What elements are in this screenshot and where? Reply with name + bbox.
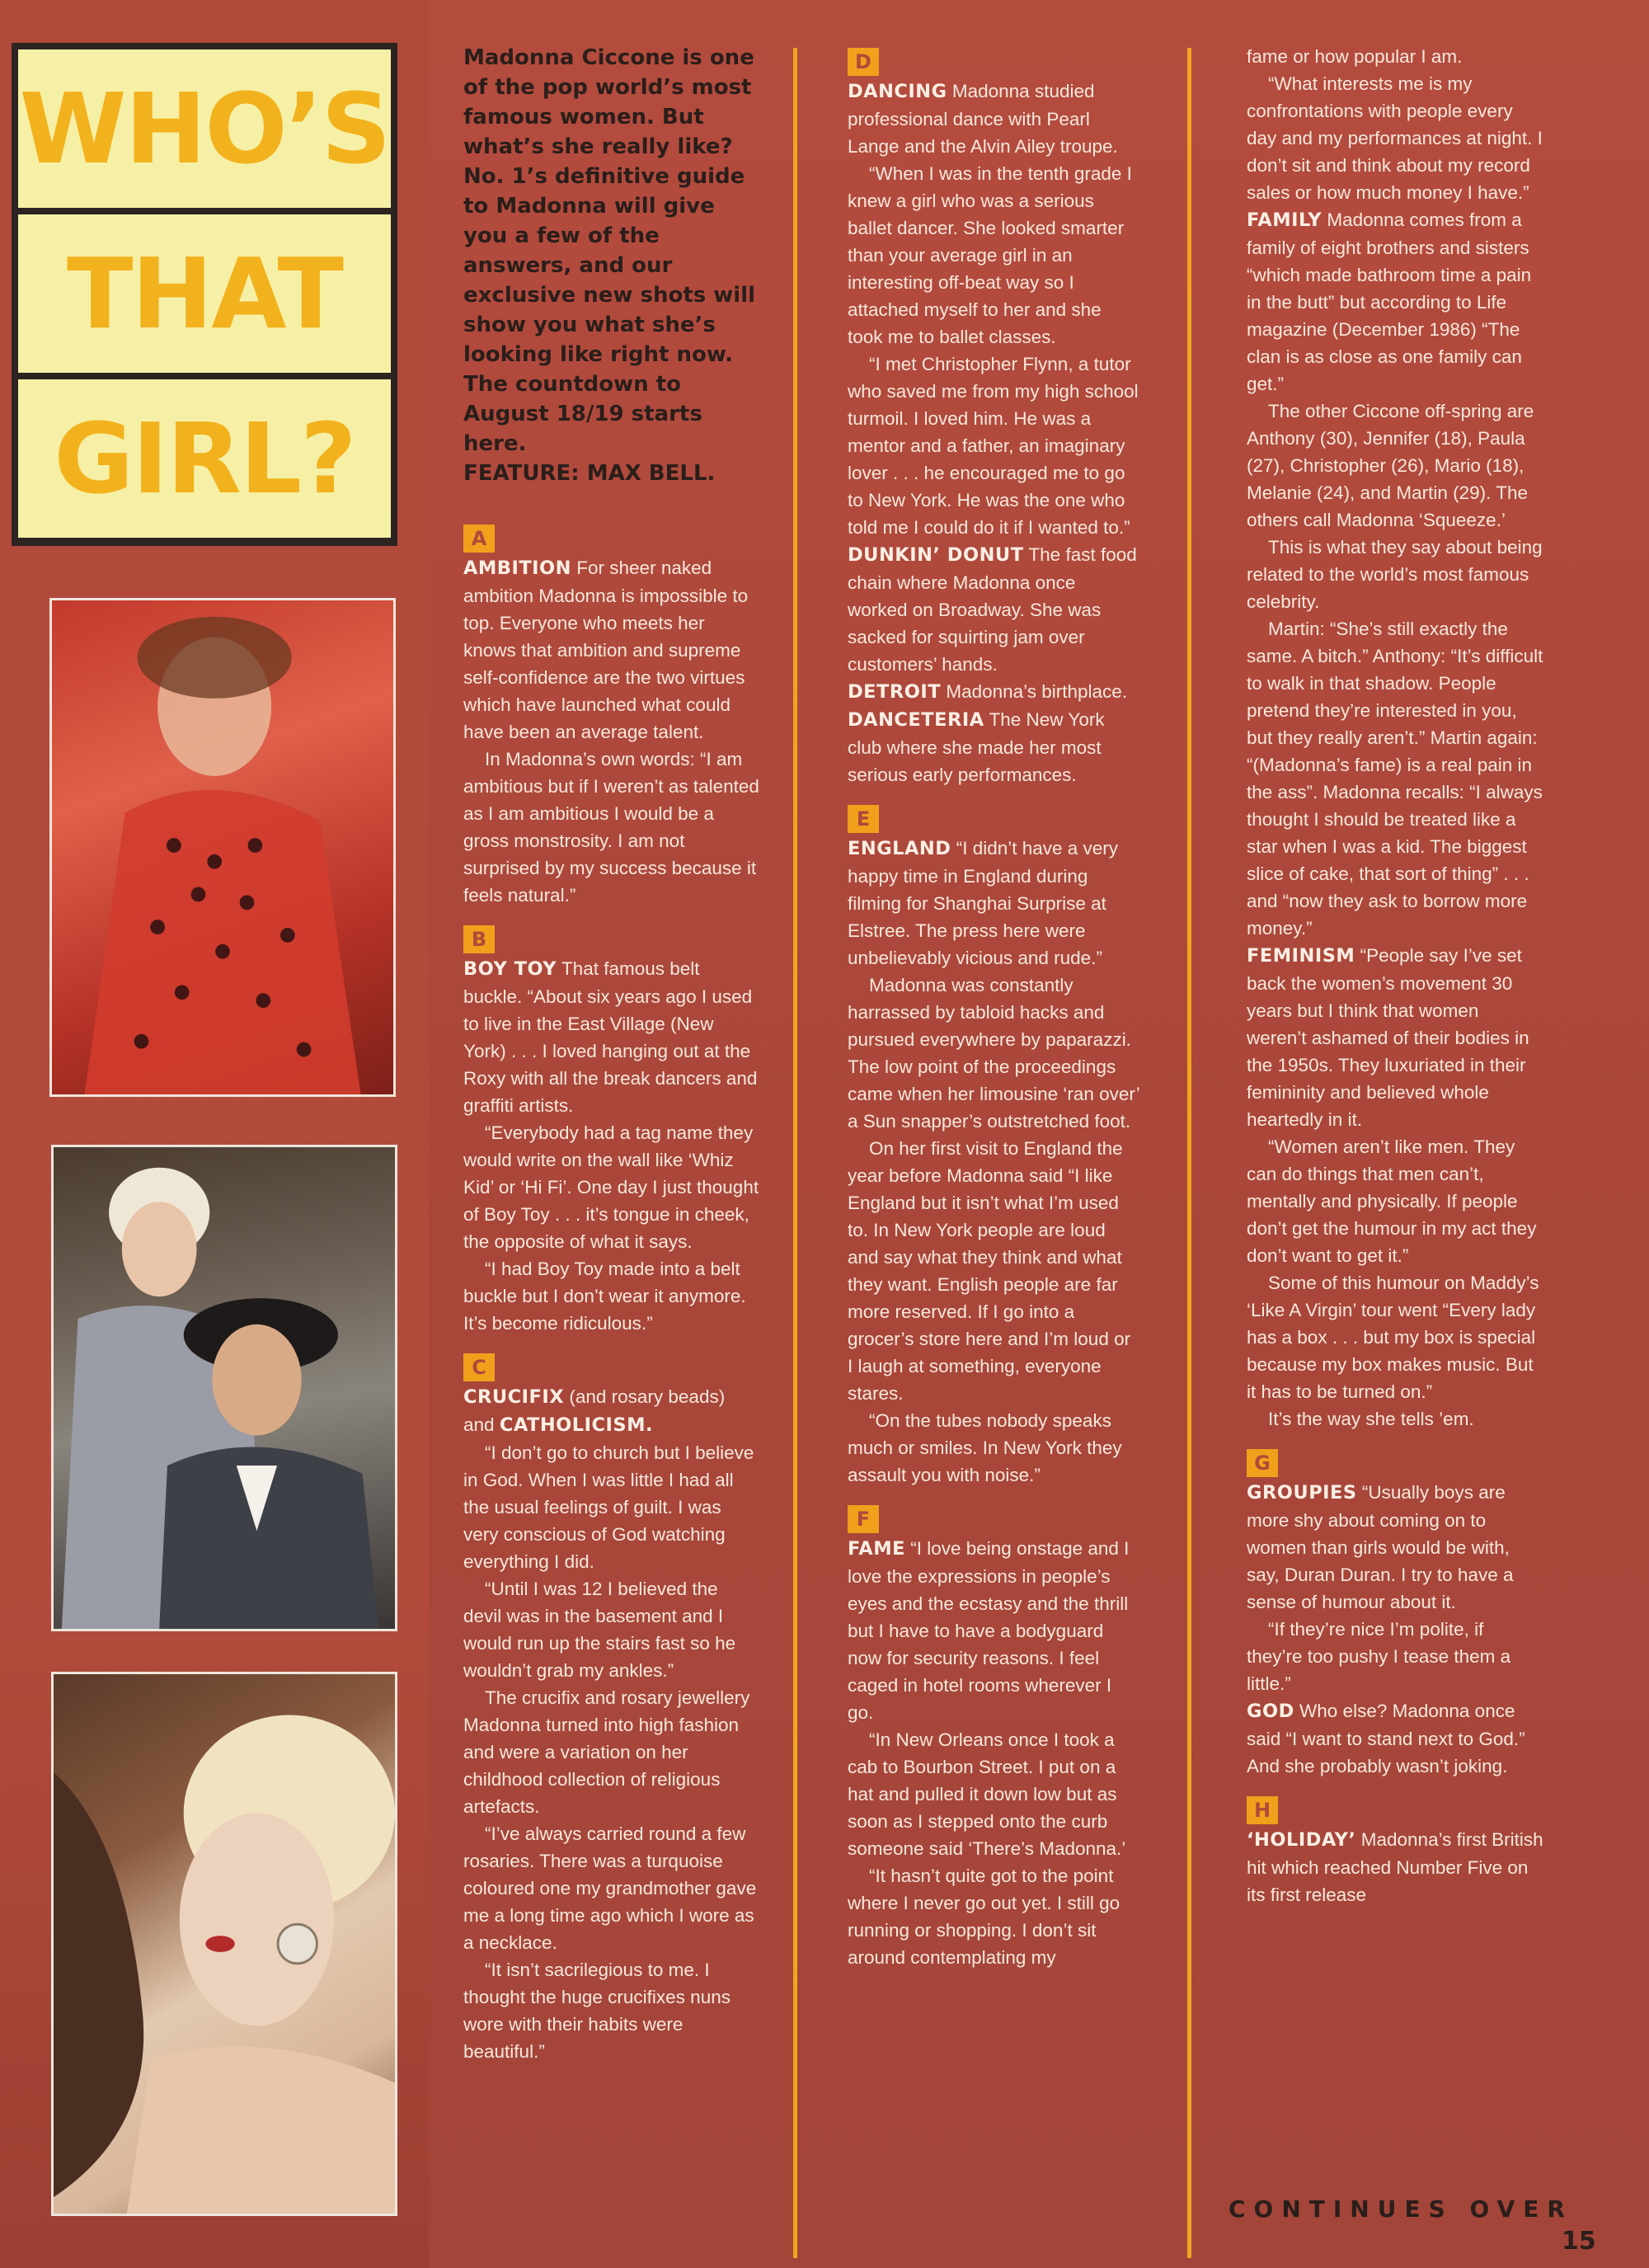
entry-text: “If they’re nice I’m polite, if they’re too pushy I tease them a little.” xyxy=(1247,1619,1511,1694)
entry-heading: CATHOLICISM. xyxy=(499,1414,654,1436)
entry-text: The New York club where she made her most serious early performances. xyxy=(848,709,1105,785)
entry-text: Madonna studied professional dance with Pearl Lange and the Alvin Ailey troupe. xyxy=(848,81,1118,157)
entry-heading: GROUPIES xyxy=(1247,1482,1357,1503)
title-line: GIRL? xyxy=(18,379,391,538)
section-letter: D xyxy=(848,48,879,76)
entry-text: Madonna was constantly harrassed by tabloid hacks and pursued everywhere by paparazzi. The low point of the proceedings came when her limousine ‘ran over’ a Sun snapper’s outstretched foot. xyxy=(848,975,1139,1132)
entry-heading: DANCETERIA xyxy=(848,709,984,731)
entry-text: Some of this humour on Maddy’s ‘Like A Virgin’ tour went “Every lady has a box . . . but my box is special because my box makes music. But it has to be turned on.” xyxy=(1247,1273,1539,1402)
section-letter: G xyxy=(1247,1449,1278,1477)
entry-text: Madonna comes from a family of eight brothers and sisters “which made bathroom time a pain in the butt” but according to Life magazine (December 1986) “The clan is as close as one family can get.” xyxy=(1247,209,1532,394)
entry-text: That famous belt buckle. “About six years ago I used to live in the East Village (New York) . . . I loved hanging out at the Roxy with all the break dancers and graffiti artists. xyxy=(463,958,758,1116)
entry-text: It’s the way she tells ’em. xyxy=(1268,1409,1474,1429)
photo-madonna-platinum-hair xyxy=(51,1672,397,2216)
entry-text: “When I was in the tenth grade I knew a girl who was a serious ballet dancer. She looked smarter than your average girl in an interesting off-beat way so I attached myself to her and she took me to ballet classes. xyxy=(848,163,1132,347)
title-line: THAT xyxy=(18,214,391,373)
entry-text: “Until I was 12 I believed the devil was in the basement and I would run up the stairs fast so he wouldn’t grab my ankles.” xyxy=(463,1579,736,1681)
entry-text: “People say I’ve set back the women’s movement 30 years but I think that women weren’t ashamed of their bodies in the 1950s. They luxuriated in their femininity and believed whole heartedly in it. xyxy=(1247,945,1529,1130)
entry-text: Madonna’s first British hit which reached Number Five on its first release xyxy=(1247,1829,1543,1905)
title-line: WHO’S xyxy=(18,49,391,208)
entry-heading: FAMILY xyxy=(1247,209,1322,231)
entry-text: On her first visit to England the year before Madonna said “I like England but it isn’t what I’m used to. In New York people are loud and say what they think and what they want. English people are far more reserved. If I go into a grocer’s store here and I’m loud or I laugh at something, everyone stares. xyxy=(848,1138,1131,1404)
column-divider xyxy=(793,48,797,2258)
section-letter: F xyxy=(848,1505,879,1533)
entry-text: “Usually boys are more shy about coming on to women than girls would be with, say, Duran Duran. I try to have a sense of humour about it. xyxy=(1247,1482,1514,1612)
entry-text: “I love being onstage and I love the expressions in people’s eyes and the ecstasy and the thrill but I have to have a bodyguard now for security reasons. I feel caged in hotel rooms wherever I go. xyxy=(848,1538,1130,1723)
entry-text: Madonna’s birthplace. xyxy=(946,681,1128,702)
entry-text: The fast food chain where Madonna once worked on Broadway. She was sacked for squirting jam over customers’ hands. xyxy=(848,544,1137,675)
entry-text: “On the tubes nobody speaks much or smiles. In New York they assault you with noise.” xyxy=(848,1410,1122,1485)
article-column-1 xyxy=(463,43,760,2065)
entry-heading: ENGLAND xyxy=(848,838,951,859)
entry-text: fame or how popular I am. xyxy=(1247,46,1463,67)
entry-heading: CRUCIFIX xyxy=(463,1386,565,1408)
entry-text: “In New Orleans once I took a cab to Bourbon Street. I put on a hat and pulled it down low but as soon as I stepped onto the curb someone said ‘There’s Madonna.’ xyxy=(848,1729,1126,1859)
section-letter: A xyxy=(463,525,495,553)
section-letter: B xyxy=(463,925,495,953)
entry-text: “Women aren’t like men. They can do things that men can’t, mentally and physically. If people don’t get the humour in my act they don’t want to get it.” xyxy=(1247,1136,1537,1266)
entry-text: In Madonna’s own words: “I am ambitious but if I weren’t as talented as I am ambitious I would be a gross monstrosity. I am not surprised by my success because it feels natural.” xyxy=(463,749,759,906)
entry-heading: GOD xyxy=(1247,1701,1294,1722)
entry-text: “I didn’t have a very happy time in England during filming for Shanghai Surprise at Elstree. The press here were unbelievably vicious and rude.” xyxy=(848,838,1119,968)
column-divider xyxy=(1187,48,1191,2258)
continues-over-label: CONTINUES OVER xyxy=(1229,2195,1573,2223)
entry-text: “I had Boy Toy made into a belt buckle but I don’t wear it anymore. It’s become ridiculous.” xyxy=(463,1259,746,1334)
entry-text: “Everybody had a tag name they would write on the wall like ‘Whiz Kid’ or ‘Hi Fi’. One day I just thought of Boy Toy . . . it’s tongue in cheek, the opposite of what it says. xyxy=(463,1122,759,1252)
entry-heading: BOY TOY xyxy=(463,958,557,980)
entry-heading: DUNKIN’ DONUT xyxy=(848,544,1024,566)
entry-text: “It isn’t sacrilegious to me. I thought the huge crucifixes nuns wore with their habits were beautiful.” xyxy=(463,1960,731,2062)
page-number: 15 xyxy=(1562,2227,1596,2256)
entry-text: This is what they say about being related to the world’s most famous celebrity. xyxy=(1247,537,1543,612)
standfirst-text: Madonna Ciccone is one of the pop world’s most famous women. But what’s she really like? No. 1’s definitive guide to Madonna will give you a few of the answers, and our exclusive new shots will show you what she’s looking like right now. The countdown to August 18/19 starts here. xyxy=(463,45,756,456)
entry-text: “I don’t go to church but I believe in God. When I was little I had all the usual feelings of guilt. I was very conscious of God watching everything I did. xyxy=(463,1442,754,1572)
standfirst xyxy=(463,43,760,488)
entry-heading: FAME xyxy=(848,1538,905,1560)
entry-text: “I’ve always carried round a few rosaries. There was a turquoise coloured one my grandmother gave me a long time ago which I wore as a necklace. xyxy=(463,1823,757,1953)
title-box xyxy=(12,43,397,546)
entry-text: For sheer naked ambition Madonna is impossible to top. Everyone who meets her knows that ambition and supreme self-confidence are the two virtues which have launched what could have been an average talent. xyxy=(463,558,749,742)
entry-text: The crucifix and rosary jewellery Madonna turned into high fashion and were a variation on her childhood collection of religious artefacts. xyxy=(463,1687,750,1817)
entry-text: “I met Christopher Flynn, a tutor who saved me from my high school turmoil. I loved him. He was a mentor and a father, an imaginary lover . . . he encouraged me to go to New York. He was the one who told me I could do it if I wanted to.” xyxy=(848,354,1139,538)
article-column-2 xyxy=(848,43,1140,1971)
entry-heading: AMBITION xyxy=(463,558,572,579)
entry-text: Who else? Madonna once said “I want to stand next to God.” And she probably wasn’t joking. xyxy=(1247,1701,1525,1776)
photo-red-polka-dot-dress xyxy=(49,598,396,1097)
article-column-3 xyxy=(1247,43,1543,1908)
section-letter: H xyxy=(1247,1796,1278,1824)
section-letter: C xyxy=(463,1353,495,1381)
entry-heading: FEMINISM xyxy=(1247,945,1355,967)
entry-heading: ‘HOLIDAY’ xyxy=(1247,1829,1356,1851)
entry-text: “What interests me is my confrontations with people every day and my performances at night. I don’t sit and think about my record sales or how much money I have.” xyxy=(1247,73,1543,203)
photo-madonna-with-boy xyxy=(51,1145,397,1631)
entry-text: The other Ciccone off-spring are Anthony (30), Jennifer (18), Paula (27), Christopher (26), Mario (18), Melanie (24), and Martin (29). The others call Madonna ‘Squeeze.’ xyxy=(1247,401,1534,530)
byline: FEATURE: MAX BELL. xyxy=(463,461,716,486)
entry-text: (and rosary beads) and xyxy=(463,1386,726,1435)
entry-heading: DETROIT xyxy=(848,681,942,703)
entry-heading: DANCING xyxy=(848,81,947,102)
section-letter: E xyxy=(848,805,879,833)
entry-text: Martin: “She’s still exactly the same. A bitch.” Anthony: “It’s difficult to walk in that shadow. People pretend they’re interested in you, but they really aren’t.” Martin again: “(Madonna’s fame) is a real pain in the ass”. Madonna recalls: “I always thought I should be treated like a star when I was a kid. The biggest slice of cake, that sort of thing” . . . and “now they ask to borrow more money.” xyxy=(1247,619,1543,939)
entry-text: “It hasn’t quite got to the point where I never go out yet. I still go running or shopping. I don’t sit around contemplating my xyxy=(848,1866,1120,1968)
